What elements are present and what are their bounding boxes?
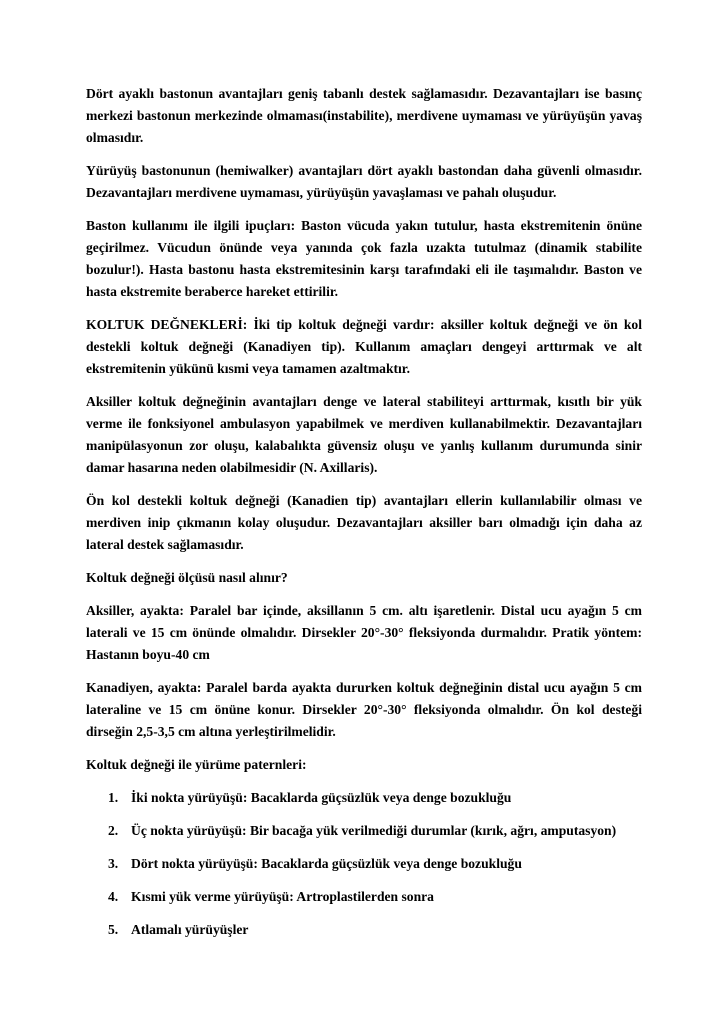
- list-item-text: İki nokta yürüyüşü: Bacaklarda güçsüzlük veya denge bozukluğu: [131, 790, 512, 805]
- paragraph-crutches: KOLTUK DEĞNEKLERİ: İki tip koltuk değneği vardır: aksiller koltuk değneği ve ön kol destekli koltuk değneği (Kanadiyen tip). Kullanım amaçları dengeyi arttırmak ve alt ekstremitenin yükünü kısmi veya tamamen azaltmaktır.: [86, 317, 642, 376]
- list-item-text: Kısmi yük verme yürüyüşü: Artroplastilerden sonra: [131, 889, 434, 904]
- list-item-text: Atlamalı yürüyüşler: [131, 922, 249, 937]
- document-page: [86, 83, 642, 952]
- list-item: [86, 919, 642, 941]
- list-item: [86, 886, 642, 908]
- list-item-number: 2.: [108, 823, 119, 838]
- list-item-number: 3.: [108, 856, 119, 871]
- list-item-text: Üç nokta yürüyüşü: Bir bacağa yük verilmediği durumlar (kırık, ağrı, amputasyon): [131, 823, 617, 838]
- list-item: [86, 853, 642, 875]
- list-item: [86, 787, 642, 809]
- paragraph-gait-patterns-heading: Koltuk değneği ile yürüme paternleri:: [86, 757, 307, 772]
- paragraph-hemiwalker: Yürüyüş bastonunun (hemiwalker) avantajları dört ayaklı bastondan daha güvenli olmasıdır. Dezavantajları merdivene uymaması, yürüyüşün yavaşlaması ve pahalı oluşudur.: [86, 163, 642, 200]
- paragraph-axillary-crutch: Aksiller koltuk değneğinin avantajları denge ve lateral stabiliteyi arttırmak, kısıtlı bir yük verme ile fonksiyonel ambulasyon yapabilmek ve merdiven kullanabilmektir. Dezavantajları manipülasyonun zor oluşu, kalabalıkta güvensiz oluşu ve yanlış kullanım durumunda sinir damar hasarına neden olabilmesidir (N. Axillaris).: [86, 394, 642, 475]
- paragraph-canadian-measurement: Kanadiyen, ayakta: Paralel barda ayakta dururken koltuk değneğinin distal ucu ayağın 5 cm lateraline ve 15 cm önüne konur. Dirsekler 20°-30° fleksiyonda olmalıdır. Ön kol desteği dirseğin 2,5-3,5 cm altına yerleştirilmelidir.: [86, 680, 642, 739]
- list-item: [86, 820, 642, 842]
- paragraph-quad-cane: Dört ayaklı bastonun avantajları geniş tabanlı destek sağlamasıdır. Dezavantajları ise basınç merkezi bastonun merkezinde olmaması(instabilite), merdivene uymaması ve yürüyüşün yavaş olmasıdır.: [86, 86, 642, 145]
- list-item-number: 1.: [108, 790, 119, 805]
- gait-pattern-list: [86, 787, 642, 941]
- list-item-number: 4.: [108, 889, 119, 904]
- list-item-number: 5.: [108, 922, 119, 937]
- paragraph-cane-tips: Baston kullanımı ile ilgili ipuçları: Baston vücuda yakın tutulur, hasta ekstremitenin önüne geçirilmez. Vücudun önünde veya yanında çok fazla uzakta tutulmaz (dinamik stabilite bozulur!). Hasta bastonu hasta ekstremitesinin karşı tarafındaki eli ile taşımalıdır. Baston ve hasta ekstremite beraberce hareket ettirilir.: [86, 218, 642, 299]
- paragraph-forearm-crutch: Ön kol destekli koltuk değneği (Kanadien tip) avantajları ellerin kullanılabilir olması ve merdiven inip çıkmanın kolay oluşudur. Dezavantajları aksiller barı olmadığı için daha az lateral destek sağlamasıdır.: [86, 493, 642, 552]
- paragraph-measurement-question: Koltuk değneği ölçüsü nasıl alınır?: [86, 570, 288, 585]
- list-item-text: Dört nokta yürüyüşü: Bacaklarda güçsüzlük veya denge bozukluğu: [131, 856, 522, 871]
- paragraph-axillary-measurement: Aksiller, ayakta: Paralel bar içinde, aksillanın 5 cm. altı işaretlenir. Distal ucu ayağın 5 cm laterali ve 15 cm önünde olmalıdır. Dirsekler 20°-30° fleksiyonda durmalıdır. Pratik yöntem: Hastanın boyu-40 cm: [86, 603, 642, 662]
